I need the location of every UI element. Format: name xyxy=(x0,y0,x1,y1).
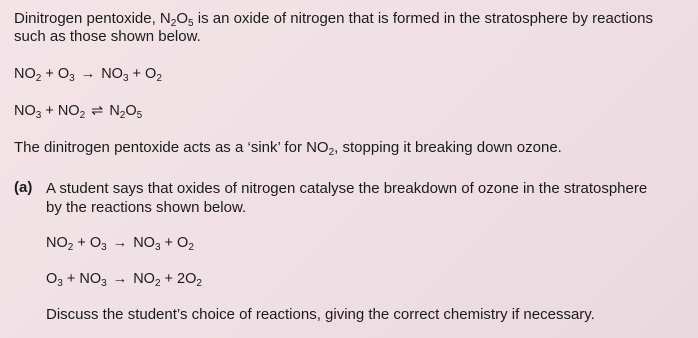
arrow-icon: → xyxy=(112,271,128,287)
equation-2: $NO_3 + NO_2$ ⇌ $N_2O_5$ xyxy=(14,103,143,121)
question-label: (a) xyxy=(14,179,33,196)
equilibrium-arrow-icon: ⇌ xyxy=(91,103,104,119)
arrow-icon: → xyxy=(112,235,128,251)
arrow-icon: → xyxy=(80,66,96,82)
intro-paragraph xyxy=(14,10,653,46)
question-line-2: by the reactions shown below. xyxy=(46,199,247,216)
intro-line-1: Dinitrogen pentoxide, $N_2O_5$ is an oxide of nitrogen that is formed in the stratosphere by reactions xyxy=(14,10,653,29)
equation-1: $NO_2 + O_3 \to NO_3 + O_2$ xyxy=(14,66,162,84)
question-line-1: A student says that oxides of nitrogen catalyse the breakdown of ozone in the stratosphere xyxy=(46,180,648,197)
sink-sentence: The dinitrogen pentoxide acts as a ‘sink’ for $NO_2$, stopping it breaking down ozone. xyxy=(14,139,562,158)
discuss-instruction: Discuss the student’s choice of reactions, giving the correct chemistry if necessary. xyxy=(46,306,595,323)
equation-4: $O_3 + NO_3 \to NO_2 + 2O_2$ xyxy=(46,271,202,289)
question-text xyxy=(46,179,691,217)
equation-3: $NO_2 + O_3 \to NO_3 + O_2$ xyxy=(46,235,194,253)
intro-line-2: such as those shown below. xyxy=(14,28,201,45)
